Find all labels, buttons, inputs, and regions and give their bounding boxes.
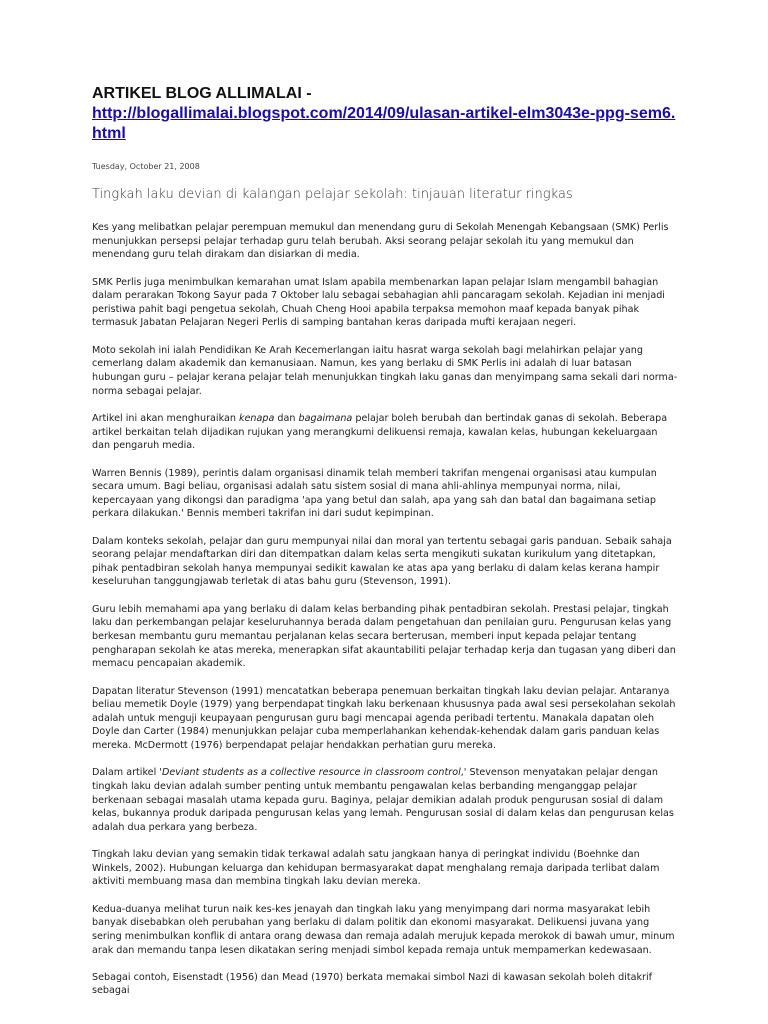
- article-paragraph: Guru lebih memahami apa yang berlaku di dalam kelas berbanding pihak pentadbiran sekolah. Prestasi pelajar, tingkah laku dan perkembangan pelajar keseluruhannya berada dalam pengetahuan dan penilaian guru. Pengurusan kelas yang berkesan membantu guru memantau perjalanan kelas secara berterusan, memberi input kepada pelajar tentang pengharapan sekolah ke atas mereka, menerapkan sifat akauntabiliti pelajar terhadap kerja dan tugasan yang diberi dan memacu pencapaian akademik.: [92, 603, 676, 670]
- article-paragraph: Dalam artikel 'Deviant students as a collective resource in classroom control,' Stevenson menyatakan pelajar dengan tingkah laku devian adalah sumber penting untuk membantu pengawalan kelas berbanding menganggap pelajar berkenaan sebagai masalah utama kepada guru. Baginya, pelajar demikian adalah produk pengurusan sosial di dalam kelas, bukannya produk daripada pengurusan kelas yang lemah. Pengurusan sosial di dalam kelas dan pengurusan kelas adalah dua perkara yang berbeza.: [92, 767, 674, 833]
- article-paragraph: Warren Bennis (1989), perintis dalam organisasi dinamik telah memberi takrifan mengenai organisasi atau kumpulan secara umum. Bagi beliau, organisasi adalah satu sistem sosial di mana ahli-ahlinya mempunyai norma, nilai, kepercayaan yang dikongsi dan paradigma 'apa yang betul dan salah, apa yang sah dan batal dan bagaimana setiap perkara dilakukan.' Bennis memberi takrifan ini dari sudut kepimpinan.: [92, 467, 657, 520]
- italic-term: kenapa: [238, 412, 275, 424]
- article-paragraph: SMK Perlis juga menimbulkan kemarahan umat Islam apabila membenarkan lapan pelajar Islam mengambil bahagian dalam perarakan Tokong Sayur pada 7 Oktober lalu sebagai sebahagian ahli pancaragam sekolah. Kejadian ini menjadi peristiwa pahit bagi pengetua sekolah, Chuah Cheng Hooi apabila terpaksa memohon maaf kepada banyak pihak termasuk Jabatan Pelajaran Negeri Perlis di samping bantahan keras daripada mufti kerajaan negeri.: [92, 276, 665, 329]
- article-page: [92, 84, 678, 1012]
- article-paragraph: Kedua-duanya melihat turun naik kes-kes jenayah dan tingkah laku yang menyimpang dari norma masyarakat lebih banyak disebabkan oleh perubahan yang berlaku di dalam politik dan ekonomi masyarakat. Delikuensi juvana yang sering menimbulkan konflik di antara orang dewasa dan remaja adalah merujuk kepada merokok di bawah umur, minum arak dan memandu tanpa lesen dikatakan sering menjadi simbol kepada remaja untuk mempamerkan kedewasaan.: [92, 903, 675, 956]
- article-paragraph: Artikel ini akan menghuraikan kenapa dan bagaimana pelajar boleh berubah dan bertindak ganas di sekolah. Beberapa artikel berkaitan telah dijadikan rujukan yang merangkumi delikuensi remaja, kawalan kelas, hubungan kekeluargaan dan pengaruh media.: [92, 412, 668, 452]
- article-paragraph: Dapatan literatur Stevenson (1991) mencatatkan beberapa penemuan berkaitan tingkah laku devian pelajar. Antaranya beliau memetik Doyle (1979) yang berpendapat tingkah laku berkenaan khususnya pada awal sesi persekolahan sekolah adalah untuk menguji keupayaan pengurusan guru bagi mencapai agenda peribadi tertentu. Manakala dapatan oleh Doyle dan Carter (1984) menunjukkan pelajar cuba memperlahankan kehendak-kehendak dalam garis panduan kelas mereka. McDermott (1976) berpendapat pelajar hendakkan perhatian guru mereka.: [92, 685, 676, 751]
- blog-link[interactable]: http://blogallimalai.blogspot.com/2014/09/ulasan-artikel-elm3043e-ppg-sem6.html: [92, 105, 676, 142]
- article-body: [92, 221, 678, 998]
- blog-title: ARTIKEL BLOG ALLIMALAI -: [92, 85, 312, 102]
- blog-heading: [92, 84, 678, 144]
- article-paragraph: Kes yang melibatkan pelajar perempuan memukul dan menendang guru di Sekolah Menengah Kebangsaan (SMK) Perlis menunjukkan persepsi pelajar terhadap guru telah berubah. Aksi seorang pelajar sekolah itu yang memukul dan menendang guru telah dirakam dan disiarkan di media.: [92, 222, 669, 261]
- article-paragraph-truncated: Sebagai contoh, Eisenstadt (1956) dan Mead (1970) berkata memakai simbol Nazi di kawasan sekolah boleh ditakrif sebagai: [92, 971, 653, 997]
- article-paragraph: Tingkah laku devian yang semakin tidak terkawal adalah satu jangkaan hanya di peringkat individu (Boehnke dan Winkels, 2002). Hubungan keluarga dan kehidupan bermasyarakat dapat menghalang remaja daripada terlibat dalam aktiviti membuang masa dan membina tingkah laku devian mereka.: [92, 849, 660, 888]
- italic-article-title: Deviant students as a collective resource in classroom control: [161, 767, 461, 779]
- post-date: Tuesday, October 21, 2008: [92, 162, 200, 171]
- article-paragraph: Moto sekolah ini ialah Pendidikan Ke Arah Kecemerlangan iaitu hasrat warga sekolah bagi melahirkan pelajar yang cemerlang dalam akademik dan kemanusiaan. Namun, kes yang berlaku di SMK Perlis ini adalah di luar batasan hubungan guru – pelajar kerana pelajar telah menunjukkan tingkah laku ganas dan menyimpang sama sekali dari norma-norma sebagai pelajar.: [92, 344, 678, 397]
- italic-term: bagaimana: [298, 412, 353, 424]
- article-paragraph: Dalam konteks sekolah, pelajar dan guru mempunyai nilai dan moral yan tertentu sebagai garis panduan. Sebaik sahaja seorang pelajar mendaftarkan diri dan ditempatkan dalam kelas serta mengikuti sukatan kurikulum yang ditetapkan, pihak pentadbiran sekolah hanya mempunyai sedikit kawalan ke atas apa yang berlaku di dalam kelas kerana hampir keseluruhan tanggungjawab terletak di atas bahu guru (Stevenson, 1991).: [92, 535, 672, 588]
- post-title: Tingkah laku devian di kalangan pelajar sekolah: tinjauan literatur ringkas: [92, 187, 573, 202]
